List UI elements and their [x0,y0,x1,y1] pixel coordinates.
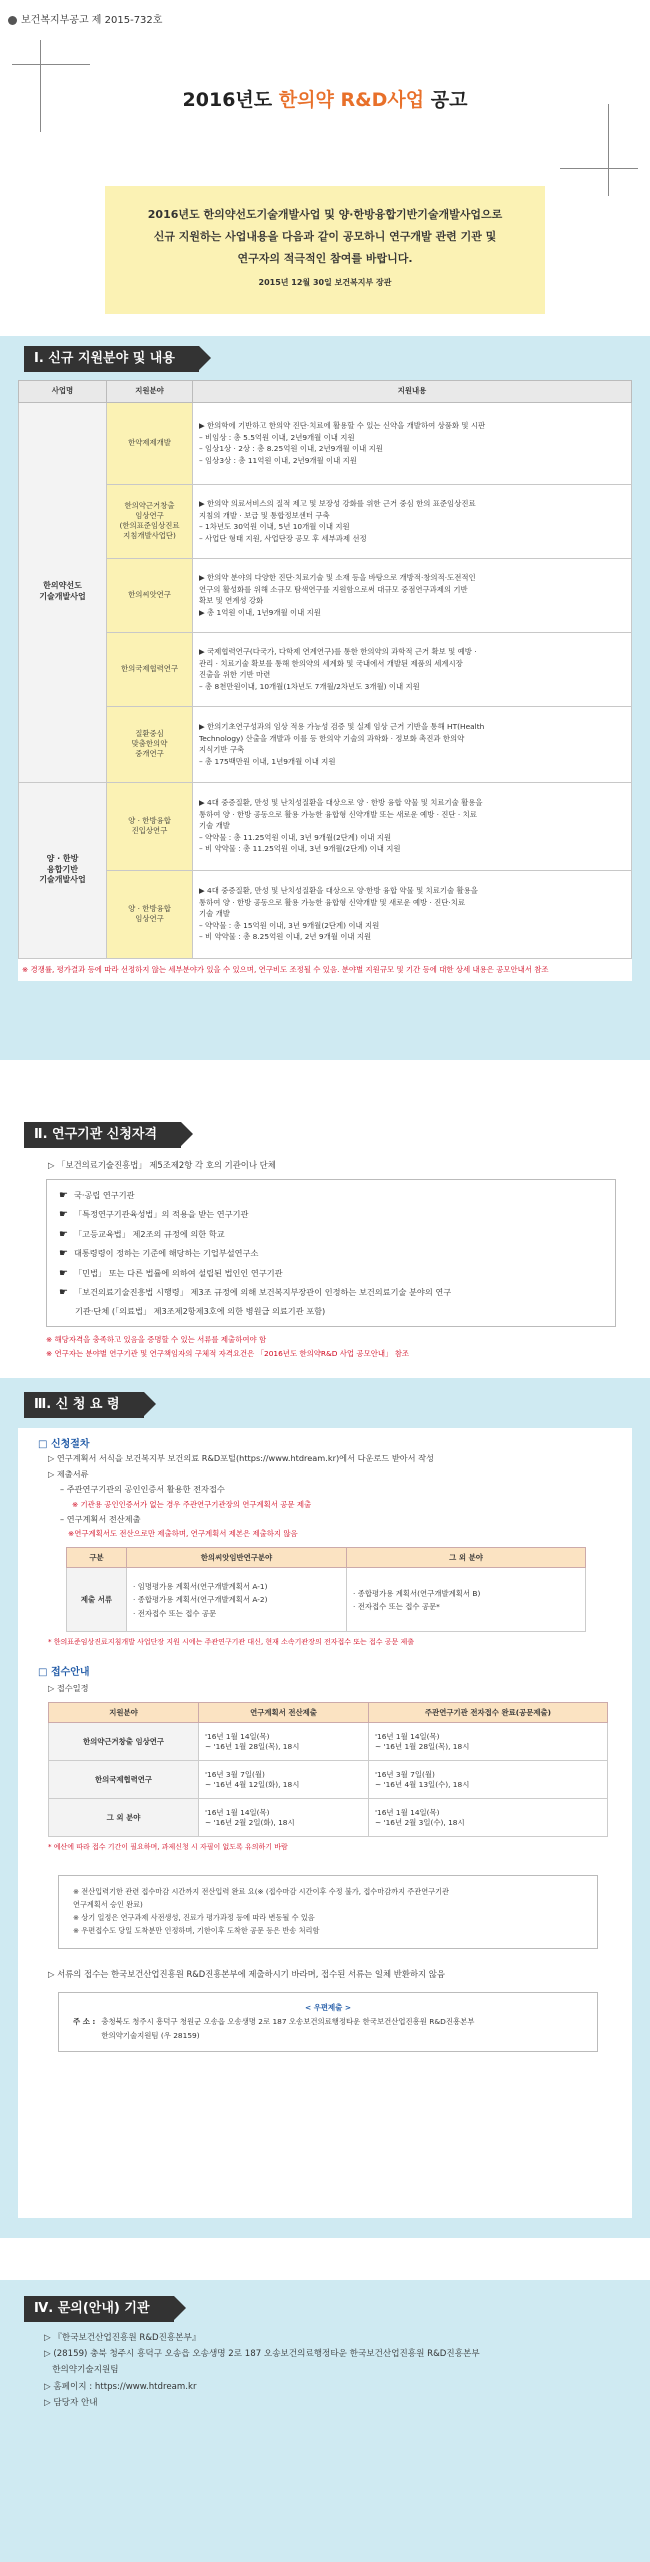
section-2-note: ※ 해당자격을 충족하고 있음을 증명할 수 있는 서류를 제출하여야 함 [46,1334,267,1344]
contact-line: ▷ 『한국보건산업진흥원 R&D진흥본부』 [44,2332,201,2343]
col-header: 연구계획서 전산제출 [199,1703,369,1723]
pointing-hand-icon: ☛ [59,1189,68,1201]
section-3-title: Ⅲ. 신 청 요 령 [24,1392,144,1418]
documents-note: * 한의표준임상진료지침개발 사업단장 지원 시에는 주관연구기관 대신, 현재 소속기관장의 전자접수 또는 접수 공문 제출 [48,1638,414,1647]
col-header: 한의씨앗임반연구분야 [127,1548,347,1568]
proc-note: ※연구계획서도 전산으로만 제출하며, 연구계획서 제본은 제출하지 않음 [68,1529,298,1539]
section-2 [0,1060,650,1360]
schedule-cell: '16년 1월 14일(목) ~ '16년 1월 28일(목), 18시 [369,1723,608,1761]
schedule-table [48,1702,608,1837]
col-header: 지원분야 [107,380,193,402]
documents-table [66,1547,586,1632]
pointing-hand-icon: ☛ [59,1228,68,1240]
content-cell: ▶ 한의기초연구성과의 임상 적용 가능성 검증 및 실제 임상 근거 기반을 통해 HT(Health Technology) 산출을 개발과 이를 등 한의약 기술의 과학화 · 정보화 촉진과 한의약 지식기반 구축 – 총 175백만원 이내, 1년9개월 이내 지원 [193,706,632,782]
biz-name: 한의약선도 기술개발사업 [19,402,107,782]
qualification-item: ☛ 「민법」 또는 다른 법률에 의하여 설립된 법인인 연구기관 [59,1267,283,1279]
notice-number: 보건복지부공고 제 2015-732호 [8,14,162,28]
qualification-box [46,1179,616,1327]
contact-line: 한의약기술지원팀 [44,2365,119,2376]
proc-line: ▷ 제출서류 [48,1468,89,1479]
row-label: 제출 서류 [67,1568,127,1632]
section-4-title: Ⅳ. 문의(안내) 기관 [24,2296,174,2322]
biz-name: 양 · 한방 융합기반 기술개발사업 [19,782,107,958]
bullet-icon [8,16,17,25]
qualification-item: ☛ 「고등교육법」 제2조의 규정에 의한 학교 [59,1228,225,1240]
field-name: 양 · 한방융합 임상연구 [107,870,193,958]
qualification-item: 기관·단체 (「의료법」 제3조제2항제3호에 의한 병원급 의료기관 포함) [75,1305,326,1316]
row-label: 한의약근거창출 임상연구 [49,1723,199,1761]
content-cell: ▶ 한의학에 기반하고 한의약 진단·치료에 활용할 수 있는 신약을 개발하여 상품화 및 시판 – 비임상 : 총 5.5억원 이내, 2년9개월 이내 지원 – 임상1상 · 2상 : 총 8.25억원 이내, 2년9개월 이내 지원 – 임상3상 : 총 11억원 이내, 2년9개월 이내 지원 [193,402,632,484]
docs-cell: · 임명평가용 계획서(연구개발계획서 A-1) · 종합평가용 계획서(연구개발계획서 A-2) · 전자접수 또는 접수 공문 [127,1568,347,1632]
schedule-cell: '16년 1월 14일(목) ~ '16년 2월 2일(화), 18시 [199,1799,369,1837]
qualification-item: ☛ 국·공립 연구기관 [59,1189,135,1201]
section-1-title: Ⅰ. 신규 지원분야 및 내용 [24,346,199,372]
content-cell: ▶ 국제협력연구(다국가, 다학제 연계연구)를 통한 한의약의 과학적 근거 확보 및 예방 · 관리 · 치료기술 확보를 통해 한의약의 세계화 및 국내에서 개발된 제품의 세계시장 진출을 위한 기반 마련 – 총 8천만원이내, 10개월(1차년도 7개월/2차년도 3개월) 이내 지원 [193,632,632,706]
section-1-note: ※ 경쟁률, 평가결과 등에 따라 선정하지 않는 세부분야가 있을 수 있으며, 연구비도 조정될 수 있음. 분야별 지원규모 및 기간 등에 대한 상세 내용은 공모안내서 참조 [22,964,549,974]
content-cell: ▶ 4대 중증질환, 만성 및 난치성질환을 대상으로 양·한방 융합 약물 및 치료기술 활용을 통하여 양 · 한방 공동으로 활용 가능한 융합형 신약개발 및 새로운 예방 · 진단·치료 기술 개발 – 약약물 : 총 15억원 이내, 3년 9개월(2단계) 이내 지원 – 비 약약물 : 총 8.25억원 이내, 2년 9개월 이내 지원 [193,870,632,958]
contact-lines [18,2330,632,2412]
field-name: 한의씨앗연구 [107,558,193,632]
pointing-hand-icon: ☛ [59,1287,68,1299]
schedule-cell: '16년 1월 14일(목) ~ '16년 1월 28일(목), 18시 [199,1723,369,1761]
decor-line [608,104,609,196]
col-header: 지원분야 [49,1703,199,1723]
proc-line: ▷ 연구계획서 서식을 보건복지부 보건의료 R&D포털(https://www.htdream.kr)에서 다운로드 받아서 작성 [48,1453,434,1464]
intro-box [105,186,545,314]
decor-line [40,40,41,132]
pointing-hand-icon: ☛ [59,1248,68,1260]
address-line: 한의약기술지원팀 (우 28159) [101,2031,200,2041]
address-label: 주 소 : [73,2017,96,2027]
contact-line: ▷ (28159) 충북 청주시 흥덕구 오송읍 오송생명 2로 187 오송보건의료행정타운 한국보건산업진흥원 R&D진흥본부 [44,2348,480,2359]
section-3-body [18,1428,632,2218]
proc-line: – 연구계획서 전산제출 [60,1513,141,1524]
schedule-note: * 예산에 따라 접수 기간이 필요하며, 과제신청 시 자필이 없도록 유의하기 바람 [48,1843,288,1852]
section-2-lead: ▷ 「보건의료기술진흥법」 제5조제2항 각 호의 기관이나 단체 [48,1159,276,1170]
docs-cell: · 종합평가용 계획서(연구개발계획서 B) · 전자접수 또는 접수 공문* [347,1568,586,1632]
subheading: □ 접수안내 [38,1666,90,1678]
row-label: 한의국제협력연구 [49,1761,199,1799]
section-2-title: Ⅱ. 연구기관 신청자격 [24,1122,181,1148]
col-header: 주관연구기관 전자접수 완료(공문제출) [369,1703,608,1723]
content-cell: ▶ 4대 중증질환, 만성 및 난치성질환을 대상으로 양 · 한방 융합 약물 및 치료기술 활용을 통하여 양 · 한방 공동으로 활용 가능한 융합형 신약개발 또는 새로운 예방 · 진단 · 치료 기술 개발 – 약약물 : 총 11.25억원 이내, 3년 9개월(2단계) 이내 지원 – 비 약약물 : 총 11.25억원 이내, 3년 9개월(2단계) 이내 지원 [193,782,632,870]
pointing-hand-icon: ☛ [59,1209,68,1221]
proc-note: ※ 기관용 공인인증서가 없는 경우 주관연구기관장의 연구계획서 공문 제출 [72,1499,312,1509]
schedule-cell: '16년 3월 7일(월) ~ '16년 4월 12일(화), 18시 [199,1761,369,1799]
schedule-cell: '16년 3월 7일(월) ~ '16년 4월 13일(수), 18시 [369,1761,608,1799]
content-cell: ▶ 한의약 의료서비스의 질적 제고 및 보장성 강화를 위한 근거 중심 한의 표준임상진료 지침의 개발 · 보급 및 통합정보센터 구축 – 1차년도 30억원 이내, 5년 10개월 이내 지원 – 사업단 형태 지원, 사업단장 공모 후 세부과제 선정 [193,484,632,558]
schedule-cell: '16년 1월 14일(목) ~ '16년 2월 3일(수), 18시 [369,1799,608,1837]
section-1 [0,336,650,1060]
section-2-note: ※ 연구자는 분야별 연구기관 및 연구책임자의 구체적 자격요건은 「2016년도 한의약R&D 사업 공모안내」 참조 [46,1348,410,1358]
intro-line: 신규 지원하는 사업내용을 다음과 같이 공모하니 연구개발 관련 기관 및 [153,230,497,243]
schedule-heading: ▷ 접수일정 [48,1683,89,1694]
address-line: 충청북도 청주시 흥덕구 청원군 오송읍 오송생명 2로 187 오송보건의료행정타운 한국보건산업진흥원 R&D진흥본부 [101,2017,475,2027]
support-table [18,380,632,959]
address-title: < 우편제출 > [304,2003,352,2013]
decor-line [560,168,638,169]
field-name: 한약제제개발 [107,402,193,484]
intro-line: 2016년도 한의약선도기술개발사업 및 양·한방융합기반기술개발사업으로 [147,208,503,221]
section-4 [0,2280,650,2562]
contact-line: ▷ 홈페이지 : https://www.htdream.kr [44,2381,197,2392]
contact-line: ▷ 담당자 안내 [44,2397,98,2408]
pointing-hand-icon: ☛ [59,1267,68,1279]
row-label: 그 외 분야 [49,1799,199,1837]
qualification-item: ☛ 「보건의료기술진흥법 시행령」 제3조 규정에 의해 보건복지부장관이 인정하는 보건의료기술 분야의 연구 [59,1287,452,1299]
intro-line: 연구자의 적극적인 참여를 바랍니다. [237,252,413,265]
col-header: 그 외 분야 [347,1548,586,1568]
col-header: 구분 [67,1548,127,1568]
field-name: 한의국제협력연구 [107,632,193,706]
page-title: 2016년도 한의약 R&D사업 공고 [182,89,468,111]
subheading: □ 신청절차 [38,1438,90,1450]
decor-line [12,64,90,65]
col-header: 지원내용 [193,380,632,402]
content-cell: ▶ 한의약 분야의 다양한 진단·치료기술 및 소재 등을 바탕으로 개방적·창의적·도전적인 연구의 활성화를 위해 소규모 탐색연구를 지원함으로써 대규모 중점연구과제의 기반 확보 및 연계성 강화 ▶ 총 1억원 이내, 1년9개월 이내 지원 [193,558,632,632]
qualification-item: ☛ 대통령령이 정하는 기준에 해당하는 기업부설연구소 [59,1248,259,1260]
proc-line: – 주관연구기관의 공인인증서 활용한 전자접수 [60,1484,225,1495]
announce-date: 2015년 12월 30일 보건복지부 장관 [258,278,392,287]
section-3 [0,1378,650,2238]
field-name: 질환중심 맞춤한의약 중개연구 [107,706,193,782]
field-name: 양 · 한방융합 진입상연구 [107,782,193,870]
qualification-item: ☛ 「특정연구기관육성법」의 적용을 받는 연구기관 [59,1209,249,1221]
address-box [58,1992,598,2052]
field-name: 한의약근거창출 임상연구 (한의표준임상진료 지침개발사업단) [107,484,193,558]
warning-box: ※ 전산입력기한 관련 접수마감 시간까지 전산입력 완료 요(※ (접수마감 시간이후 수정 불가, 접수마감까지 주관연구기관 연구계획서 승인 완료) ※ 상기 일정은 연구과제 사전생성, 진료가 평가과정 등에 따라 변동될 수 있음 ※ 우편접수도 당일 도착분만 인정하며, 기한이후 도착한 공문 등은 반송 처리함 [58,1875,598,1949]
col-header: 사업명 [19,380,107,402]
mail-instruction: ▷ 서류의 접수는 한국보건산업진흥원 R&D진흥본부에 제출하시기 바라며, 접수된 서류는 일체 반환하지 않음 [48,1968,445,1979]
